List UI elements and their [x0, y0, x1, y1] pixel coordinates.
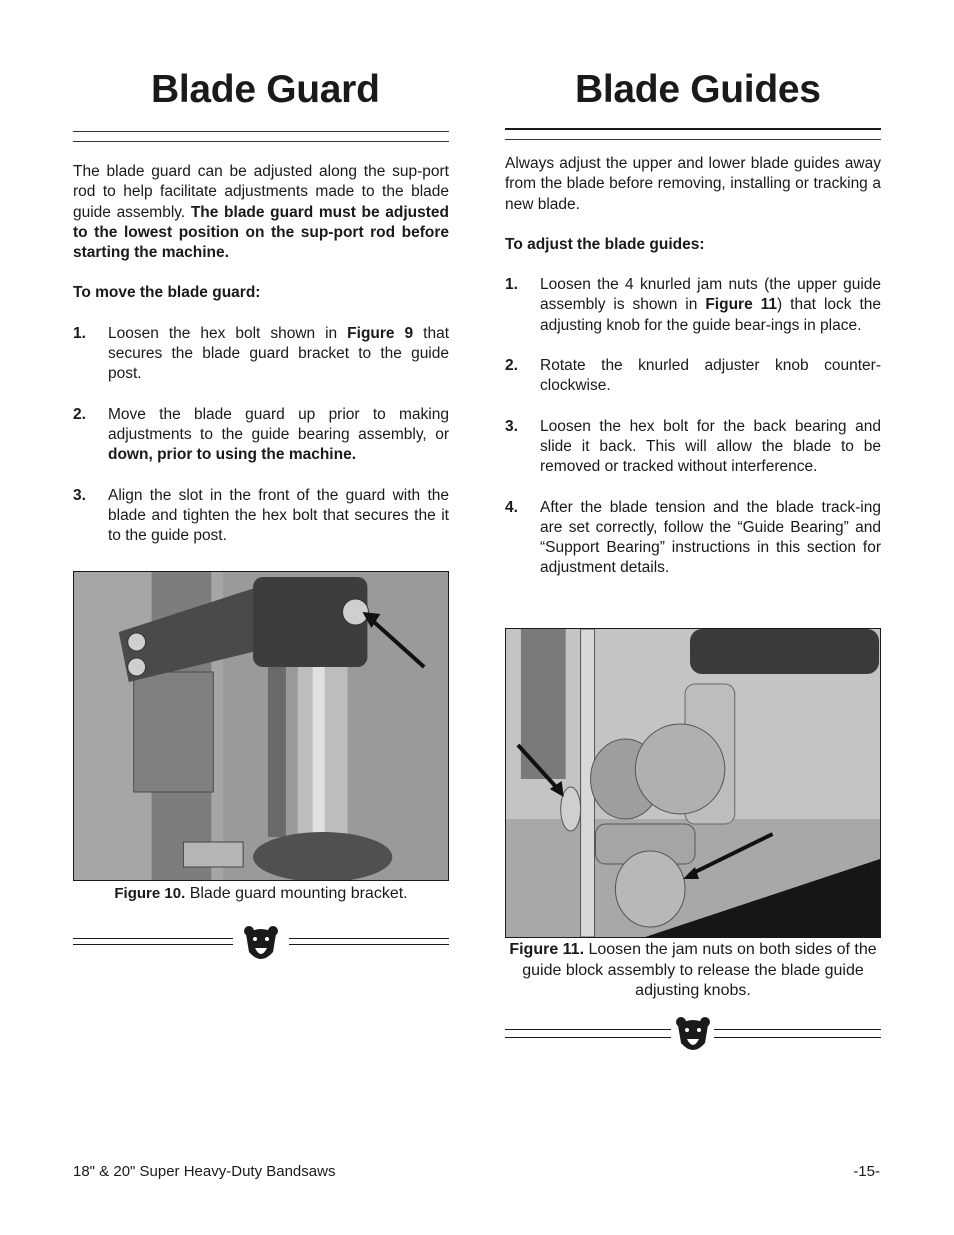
- bear-logo-icon: [674, 1015, 712, 1055]
- step-item: 1. Loosen the 4 knurled jam nuts (the upper guide assembly is shown in Figure 11) that lock the adjusting knob for the guide bear-ings in place.: [505, 276, 881, 334]
- page-number: -15-: [853, 1163, 880, 1180]
- title-rule-bottom: [73, 141, 449, 142]
- step-item: 3. Loosen the hex bolt for the back bearing and slide it back. This will allow the blade to be removed or tracked without interference.: [505, 417, 881, 476]
- blade-guides-text: [505, 154, 881, 579]
- intro-paragraph: The blade guard can be adjusted along the sup-port rod to help facilitate adjustments made to the blade guide assembly. The blade guard must be adjusted to the lowest position on the sup-port rod before starting the machine.: [73, 163, 449, 262]
- section-title-blade-guides: Blade Guides: [575, 68, 821, 111]
- title-rule-bottom: [505, 139, 881, 140]
- step-item: 3. Align the slot in the front of the guard with the blade and tighten the hex bolt that secures the it to the guide post.: [73, 486, 449, 545]
- figure-11-caption: Figure 11. Loosen the jam nuts on both sides of the guide block assembly to release the blade guide adjusting knobs.: [509, 941, 877, 999]
- figure-10-photo: [73, 571, 449, 881]
- bear-logo-icon: [242, 924, 280, 964]
- intro-warning: The blade guard must be adjusted to the lowest position on the sup-port rod before starting the machine.: [73, 203, 449, 262]
- title-rule-top: [73, 131, 449, 132]
- intro-paragraph: Always adjust the upper and lower blade guides away from the blade before removing, installing or tracking a new blade.: [505, 155, 881, 213]
- figure-10-caption: Figure 10. Blade guard mounting bracket.: [114, 885, 408, 902]
- footer-title: 18" & 20" Super Heavy-Duty Bandsaws: [73, 1163, 336, 1180]
- blade-guard-text: [73, 162, 449, 546]
- section-end-divider: [505, 1015, 881, 1055]
- step-item: 2. Move the blade guard up prior to making adjustments to the guide bearing assembly, or down, prior to using the machine.: [73, 405, 449, 464]
- step-item: 4. After the blade tension and the blade track-ing are set correctly, follow the “Guide Bearing” and “Support Bearing” instructions in this section for adjustment details.: [505, 498, 881, 577]
- figure-11-photo: [505, 628, 881, 938]
- section-title-blade-guard: Blade Guard: [151, 68, 380, 111]
- step-item: 1. Loosen the hex bolt shown in Figure 9 that secures the blade guard bracket to the guide post.: [73, 324, 449, 383]
- section-end-divider: [73, 924, 449, 964]
- subheading: To adjust the blade guides:: [505, 235, 705, 253]
- subheading: To move the blade guard:: [73, 284, 261, 302]
- title-rule-top: [505, 128, 881, 130]
- step-item: 2. Rotate the knurled adjuster knob counter-clockwise.: [505, 357, 881, 395]
